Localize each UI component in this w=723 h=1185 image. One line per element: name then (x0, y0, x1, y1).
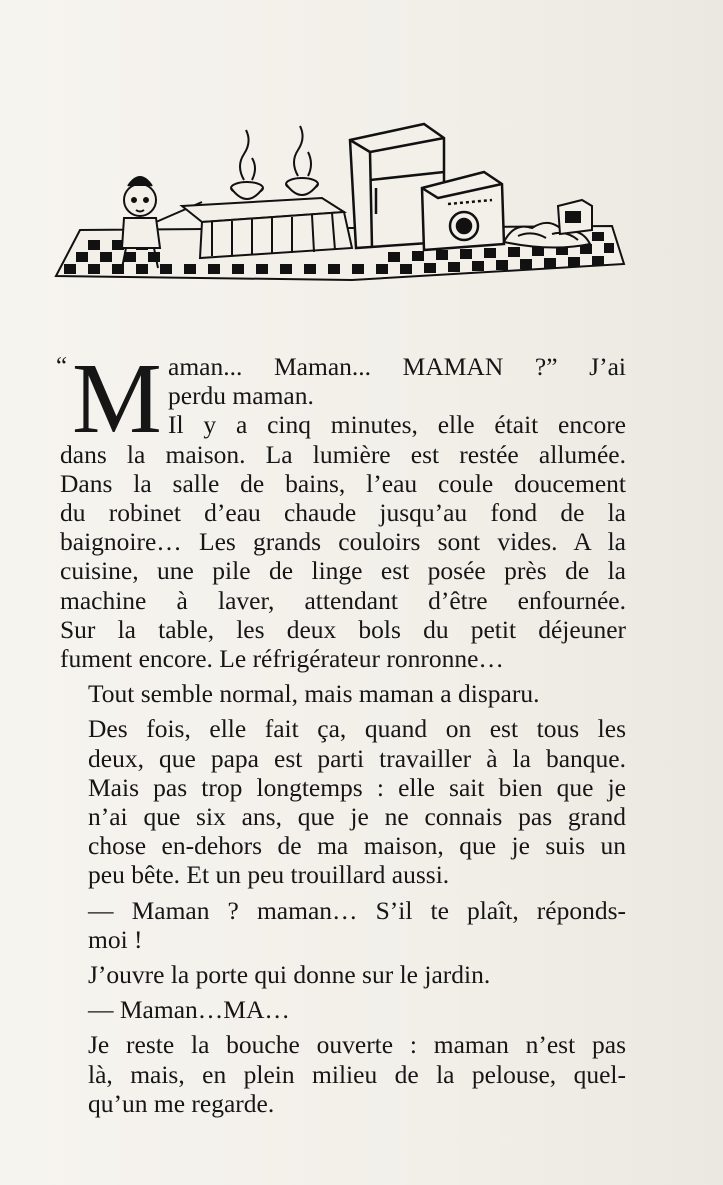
paragraph (60, 995, 626, 1024)
drop-cap: M (72, 342, 162, 454)
washing-machine (422, 172, 504, 250)
text-line: peu bête. Et un peu trouillard aussi. (88, 860, 450, 890)
detergent-box (558, 200, 592, 234)
text-line: chose en-dehors de ma maison, que je suis un (88, 831, 626, 861)
paragraph (60, 960, 626, 989)
text-line: fument encore. Le réfrigérateur ronronne… (60, 644, 504, 674)
body-text (56, 342, 626, 1118)
text-line: n’ai que six ans, que je ne connais pas grand (88, 802, 626, 832)
text-line: moi ! (88, 924, 143, 954)
paragraph (60, 1030, 626, 1118)
text-line: — Maman ? maman… S’il te plaît, réponds- (88, 895, 626, 925)
text-line: machine à laver, attendant d’être enfournée. (60, 585, 626, 615)
text-line: — Maman…MA… (88, 995, 290, 1025)
text-line: qu’un me regarde. (88, 1088, 275, 1118)
text-line: du robinet d’eau chaude jusqu’au fond de la (60, 498, 626, 527)
text-line: deux, que papa est parti travailler à la banque. (88, 743, 626, 773)
text-line: Sur la table, les deux bols du petit déjeuner (60, 614, 626, 644)
text-line: là, mais, en plein milieu de la pelouse, quel- (88, 1059, 626, 1089)
text-line: Des fois, elle fait ça, quand on est tous les (88, 714, 626, 744)
text-line: perdu maman. (168, 381, 314, 411)
text-line: Tout semble normal, mais maman a disparu. (88, 679, 540, 709)
paragraph (60, 679, 626, 708)
kitchen-scene-illustration (52, 118, 628, 288)
paragraph (60, 440, 626, 674)
paragraphs (60, 440, 626, 1118)
text-line: Mais pas trop longtemps : elle sait bien que je (88, 772, 626, 802)
text-line: cuisine, une pile de linge est posée près de la (60, 556, 626, 586)
opening-quote-mark: “ (56, 353, 68, 380)
text-line: Il y a cinq minutes, elle était encore (168, 410, 626, 440)
paragraph (60, 896, 626, 954)
text-line: Dans la salle de bains, l’eau coule doucement (60, 468, 626, 498)
bowls (231, 126, 318, 199)
paragraph (60, 714, 626, 889)
table (182, 198, 352, 258)
text-line: aman... Maman... MAMAN ?” J’ai (168, 352, 626, 381)
text-line: Je reste la bouche ouverte : maman n’est pas (88, 1030, 626, 1060)
text-line: baignoire… Les grands couloirs sont vides. A la (60, 527, 626, 557)
text-line: dans la maison. La lumière est restée allumée. (60, 439, 626, 469)
text-line: J’ouvre la porte qui donne sur le jardin. (88, 960, 491, 990)
